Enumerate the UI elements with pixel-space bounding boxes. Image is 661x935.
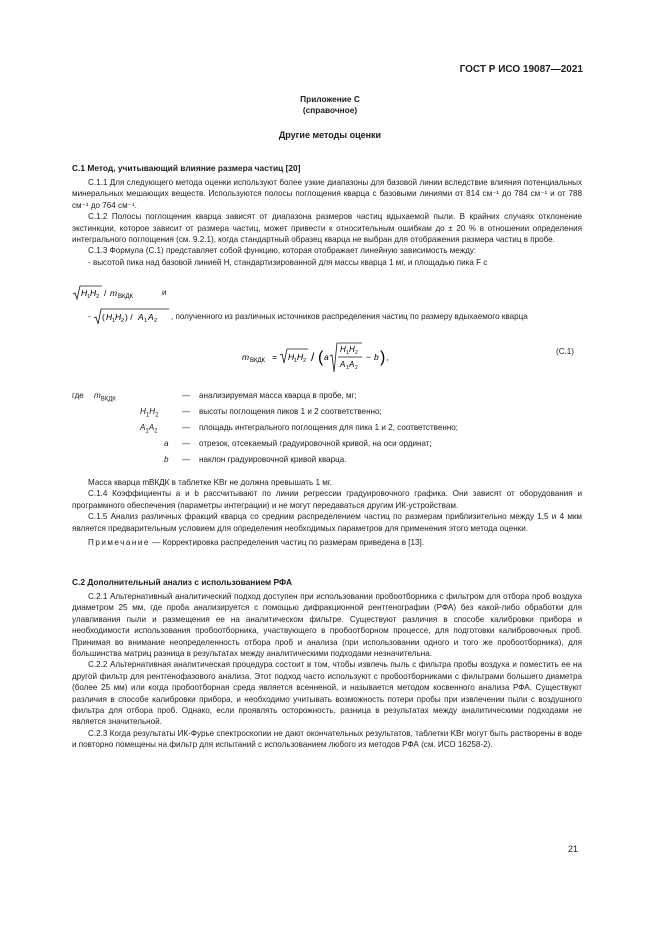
legend-symbol: $A_1A_2$ bbox=[140, 423, 158, 435]
svg-text:m: m bbox=[242, 352, 250, 362]
legend-text: анализируемая масса кварца в пробе, мг; bbox=[199, 391, 357, 400]
svg-text:H: H bbox=[114, 312, 122, 322]
svg-text:H: H bbox=[340, 345, 346, 354]
legend-symbol: $H_1H_2$ bbox=[140, 407, 159, 419]
sqrt-h1h2-a1a2-expression bbox=[93, 308, 171, 326]
svg-text:(: ( bbox=[101, 312, 105, 322]
section-c1-body-2 bbox=[72, 477, 582, 548]
svg-text:) /: ) / bbox=[124, 312, 133, 322]
svg-text:H: H bbox=[349, 345, 355, 354]
svg-text:1: 1 bbox=[346, 350, 349, 356]
svg-text:2: 2 bbox=[96, 294, 100, 300]
svg-text:2: 2 bbox=[355, 350, 358, 356]
svg-text:1: 1 bbox=[294, 358, 298, 364]
svg-text:H: H bbox=[90, 288, 97, 298]
paragraph-c2-2: С.2.2 Альтернативная аналитическая процедура состоит в том, чтобы извлечь пыль с фильтра пробы воздуха и поместить ее на другой фильтр для рентгенофазового анализа. Этот подход часто используют с пробоотборниками с фильтрами большего диаметра (более 25 мм) или когда пробоотборная среда является всенненой, и называется методом косвенного анализа РФА. Существуют различия в способе калибровки прибора, и необходимо учитывать возможность потери пробы при извлечении пыли с воздушного фильтра для отбора проб. Однако, если проявлять осторожность, разница в результатах между аналитическими подходами не является значительной. bbox=[72, 660, 582, 727]
svg-text:A: A bbox=[137, 312, 144, 322]
svg-text:A: A bbox=[349, 360, 355, 369]
svg-text:/: / bbox=[104, 288, 107, 298]
formula-number: (С.1) bbox=[556, 347, 574, 356]
paragraph-mass: Масса кварца mВКДК в таблетке KBr не должна превышать 1 мг. bbox=[88, 478, 332, 487]
svg-text:H: H bbox=[288, 352, 295, 362]
bullet-area-text: , полученного из различных источников распределения частиц по размеру вдыхаемого кварца bbox=[170, 312, 528, 322]
svg-text:2: 2 bbox=[355, 365, 358, 371]
svg-text:1: 1 bbox=[111, 318, 116, 324]
legend-dash: — bbox=[182, 439, 191, 448]
svg-text:1: 1 bbox=[346, 365, 349, 371]
svg-text:ВКДК: ВКДК bbox=[118, 294, 134, 300]
svg-text:/: / bbox=[311, 350, 315, 364]
svg-text:2: 2 bbox=[303, 358, 307, 364]
legend-text: площадь интегрального поглощения для пика 1 и 2, соответственно; bbox=[199, 423, 459, 432]
bullet-area: - ( H 1 H 2 ) / A 1 A 2 , полученного из различных источников распределения частиц по размеру вдыхаемого кварца bbox=[88, 308, 598, 326]
svg-text:2: 2 bbox=[120, 318, 125, 324]
svg-text:−: − bbox=[366, 352, 371, 362]
svg-text:1: 1 bbox=[143, 318, 148, 324]
svg-text:2: 2 bbox=[153, 318, 158, 324]
paragraph-c1-3: С.1.3 Формула (С.1) представляет собой функцию, которая отображает линейную зависимость между: bbox=[88, 246, 477, 256]
note-label: Примечание bbox=[88, 538, 150, 548]
legend-dash: — bbox=[182, 391, 191, 400]
svg-text:H: H bbox=[81, 288, 88, 298]
legend-dash: — bbox=[182, 423, 191, 432]
svg-text:a: a bbox=[324, 352, 329, 362]
page-number: 21 bbox=[568, 844, 579, 854]
section-c1-heading: С.1 Метод, учитывающий влияние размера частиц [20] bbox=[72, 163, 301, 173]
bullet-height-continuation bbox=[72, 285, 582, 301]
section-c2-heading: С.2 Дополнительный анализ с использованием РФА bbox=[72, 577, 293, 587]
legend-symbol: b bbox=[164, 455, 169, 464]
svg-text:A: A bbox=[147, 312, 154, 322]
appendix-heading: Другие методы оценки bbox=[278, 130, 382, 140]
legend-dash: — bbox=[182, 455, 191, 464]
svg-text:): ) bbox=[380, 349, 386, 366]
bullet-height-tail: и bbox=[162, 288, 167, 298]
svg-text:1: 1 bbox=[87, 294, 91, 300]
svg-text:H: H bbox=[105, 312, 113, 322]
svg-text:b: b bbox=[374, 352, 379, 362]
formula-c1 bbox=[238, 340, 438, 376]
svg-text:H: H bbox=[297, 352, 304, 362]
paragraph-c1-5: С.1.5 Анализ различных фракций кварца со средним распределением частиц по размерам приблизительно между 1,5 и 4 мкм является предварительным условием для определения необходимых параметров для применения этого метода оценки. bbox=[72, 512, 582, 533]
paragraph-c2-1: С.2.1 Альтернативный аналитический подход доступен при использовании пробоотборника с фильтром для отбора проб воздуха диаметром 25 мм, где проба анализируется с помощью дифракционной рентгенографии (РФА) без какой-либо обработки для улавливания пыли и размещения ее на аналитическом фильтре. Существуют различия в способе калибровки прибора и необходимости использования пробоотборника, участвующего в пробоотборном процессе, для подготовки калибровочных проб. Принимая во внимание неопределенность отбора проб и анализа (при использовании одного и того же пробоотборника), для большинства матриц разница в результатах между аналитическими подходами незначительна. bbox=[72, 592, 582, 659]
legend-text: высоты поглощения пиков 1 и 2 соответственно; bbox=[199, 407, 382, 416]
legend-symbol: $m_{ВКДК}$ bbox=[94, 391, 116, 403]
section-c2-body bbox=[72, 591, 582, 751]
appendix-title: Приложение С bbox=[300, 94, 360, 104]
paragraph-c1-4: С.1.4 Коэффициенты a и b рассчитывают по линии регрессии градуировочного графика. Они зависят от оборудования и программного обеспечения (параметры интеграции) и не могут передаваться другим ИК-устройствам. bbox=[72, 489, 582, 510]
section-c1-body bbox=[72, 177, 582, 268]
svg-text:,: , bbox=[386, 352, 389, 362]
svg-text:(: ( bbox=[318, 349, 324, 366]
paragraph-c2-3: С.2.3 Когда результаты ИК-Фурье спектроскопии не дают окончательных результатов, таблетки KBr могут быть растворены в воде и повторно помещены на фильтр для испытаний с использованием любого из методов РФА (см. ИСО 16258-2). bbox=[72, 728, 582, 750]
svg-text:A: A bbox=[340, 360, 346, 369]
legend-text: отрезок, отсекаемый градуировочной кривой, на оси ординат; bbox=[199, 439, 432, 448]
svg-text:m: m bbox=[110, 288, 118, 298]
document-number: ГОСТ Р ИСО 19087—2021 bbox=[459, 64, 583, 75]
svg-text:=: = bbox=[272, 352, 277, 362]
bullet-height: - высотой пика над базовой линией H, стандартизированной для массы кварца 1 мг, и площадью пика F с bbox=[88, 257, 488, 267]
paragraph-c1-2: С.1.2 Полосы поглощения кварца зависят от диапазона размеров частиц вдыхаемой пыли. В крайних случаях отклонение экстинкции, которое зависит от размера частиц, может привести к относительным ошибкам до ± 20 % в отношении определения интегрального поглощения (см. 9.2.1), когда стандартный образец кварца не выбран для отображения размера частиц в пробе. bbox=[72, 212, 582, 245]
legend-symbol: a bbox=[164, 439, 169, 448]
note-text: — Корректировка распределения частиц по размерам приведена в [13]. bbox=[152, 538, 425, 548]
sqrt-h1h2-expression bbox=[72, 285, 162, 301]
svg-text:ВКДК: ВКДК bbox=[250, 358, 266, 364]
appendix-subtitle: (справочное) bbox=[302, 105, 358, 115]
paragraph-c1-1: С.1.1 Для следующего метода оценки используют более узкие диапазоны для базовой линии вследствие влияния потенциальных минеральных мешающих веществ. Используются полосы поглощения кварца с базовыми линиями от 814 см⁻¹ до 784 см⁻¹ и от 788 см⁻¹ до 764 см⁻¹. bbox=[72, 178, 582, 210]
legend-text: наклон градуировочной кривой кварца. bbox=[199, 455, 347, 464]
legend-dash: — bbox=[182, 407, 191, 416]
note bbox=[72, 537, 582, 548]
legend-where: где bbox=[72, 391, 84, 400]
